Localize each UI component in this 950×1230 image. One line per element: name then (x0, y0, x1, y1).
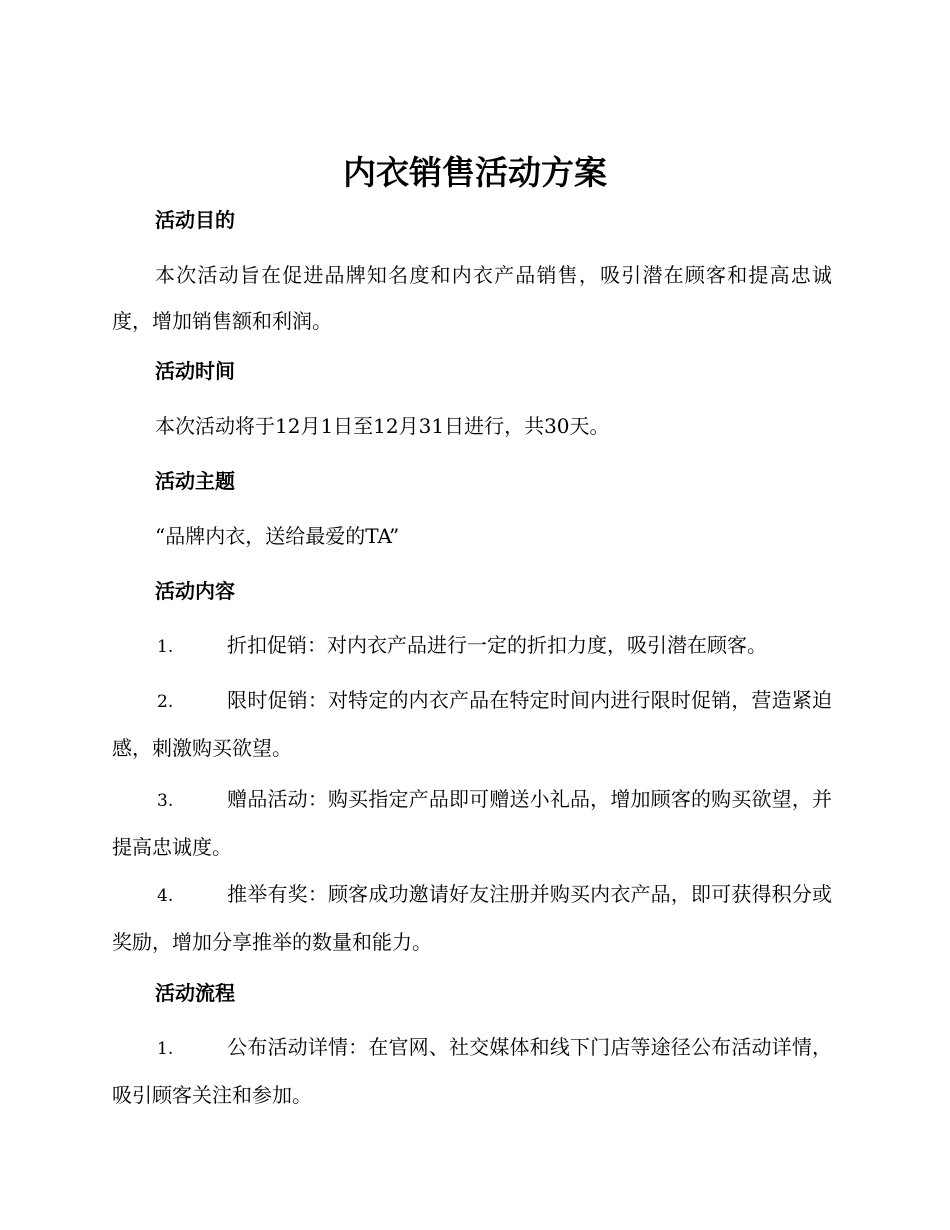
list-item-number: 3. (157, 791, 174, 811)
document-title: 内衣销售活动方案 (343, 153, 607, 192)
section-text-time: 本次活动将于12月1日至12月31日进行，共30天。 (155, 414, 610, 438)
section-text-purpose: 本次活动旨在促进品牌知名度和内衣产品销售，吸引潜在顾客和提高忠诚度，增加销售额和利润。 (112, 263, 832, 333)
section-heading-purpose: 活动目的 (155, 208, 235, 232)
list-item (112, 871, 832, 965)
list-item-number: 1. (157, 1039, 174, 1059)
list-item-text: 推举有奖：顾客成功邀请好友注册并购买内衣产品，即可获得积分或奖励，增加分享推举的数量和能力。 (112, 882, 832, 954)
list-item (112, 677, 832, 771)
list-item-text: 赠品活动：购买指定产品即可赠送小礼品，增加顾客的购买欲望，并提高忠诚度。 (112, 787, 832, 859)
list-item-number: 1. (157, 637, 174, 657)
section-heading-process: 活动流程 (155, 981, 235, 1005)
list-item-text: 限时促销：对特定的内衣产品在特定时间内进行限时促销，营造紧迫感，刺激购买欲望。 (112, 688, 832, 760)
list-item-number: 2. (157, 692, 174, 712)
list-item (112, 1024, 832, 1118)
list-item (112, 622, 832, 670)
list-item-number: 4. (157, 886, 174, 906)
section-text-theme: “品牌内衣，送给最爱的TA” (155, 524, 400, 548)
section-heading-theme: 活动主题 (155, 469, 235, 493)
list-item (112, 776, 832, 870)
list-item-text: 公布活动详情：在官网、社交媒体和线下门店等途径公布活动详情，吸引顾客关注和参加。 (112, 1035, 832, 1107)
section-heading-content: 活动内容 (155, 579, 235, 603)
list-item-text: 折扣促销：对内衣产品进行一定的折扣力度，吸引潜在顾客。 (227, 633, 767, 657)
section-heading-time: 活动时间 (155, 359, 235, 383)
